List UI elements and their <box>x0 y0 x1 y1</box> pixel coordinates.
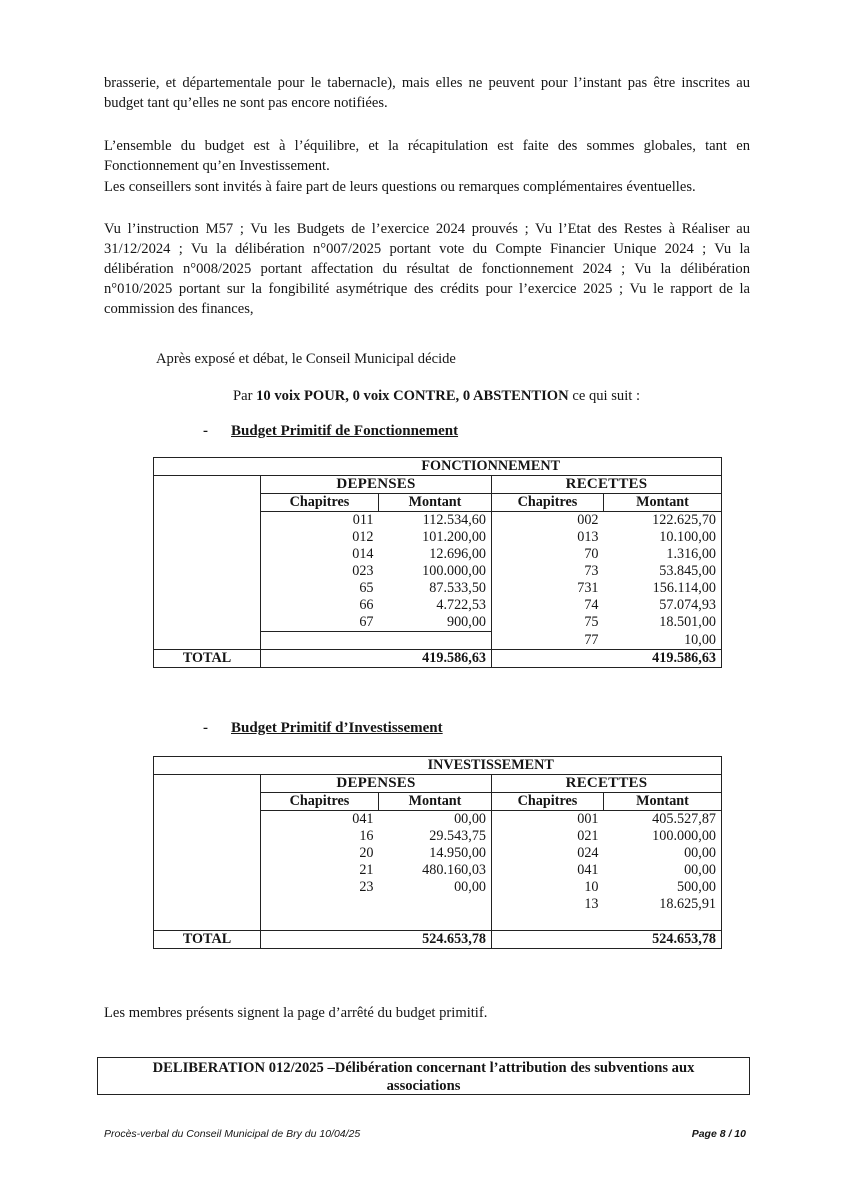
table-row <box>154 529 722 546</box>
recette-montant: 57.074,93 <box>604 597 722 614</box>
recette-montant: 122.625,70 <box>604 512 722 530</box>
depense-chapitre <box>261 896 379 913</box>
vote-prefix: Par <box>233 388 257 404</box>
recette-chapitre: 75 <box>492 614 604 632</box>
depense-chapitre: 21 <box>261 862 379 879</box>
recette-montant: 1.316,00 <box>604 546 722 563</box>
recette-chapitre: 73 <box>492 563 604 580</box>
depense-montant <box>379 913 492 931</box>
table-title: INVESTISSEMENT <box>261 757 722 775</box>
recette-montant: 156.114,00 <box>604 580 722 597</box>
decision-intro: Après exposé et débat, le Conseil Municipal décide <box>156 351 456 367</box>
recette-montant: 00,00 <box>604 845 722 862</box>
table-row <box>154 632 722 650</box>
depense-chapitre: 23 <box>261 879 379 896</box>
total-depenses: 524.653,78 <box>261 931 492 949</box>
section-title: Budget Primitif d’Investissement <box>231 720 443 736</box>
recette-chapitre: 021 <box>492 828 604 845</box>
depenses-header: DEPENSES <box>261 476 492 494</box>
total-row <box>154 931 722 949</box>
recette-montant: 18.625,91 <box>604 896 722 913</box>
table-row <box>154 512 722 530</box>
column-header-chapitres: Chapitres <box>492 793 604 811</box>
table-row <box>154 862 722 879</box>
investissement-table <box>153 756 722 949</box>
depense-montant: 14.950,00 <box>429 845 486 861</box>
fonctionnement-table <box>153 457 722 668</box>
depense-chapitre <box>261 913 379 931</box>
recette-chapitre: 731 <box>492 580 604 597</box>
column-header-chapitres: Chapitres <box>261 793 379 811</box>
column-header-montant: Montant <box>604 793 722 811</box>
column-header-montant: Montant <box>604 494 722 512</box>
empty-cell <box>154 862 261 879</box>
empty-cell <box>154 879 261 896</box>
footer-page-number: Page 8 / 10 <box>691 1128 746 1140</box>
empty-cell <box>154 913 261 931</box>
table-row <box>154 879 722 896</box>
recettes-header: RECETTES <box>492 476 722 494</box>
empty-cell <box>154 512 261 530</box>
depense-chapitre <box>261 632 379 650</box>
recette-chapitre <box>492 913 604 931</box>
depense-chapitre: 023 <box>261 563 379 580</box>
recettes-header: RECETTES <box>492 775 722 793</box>
depense-chapitre: 014 <box>261 546 379 563</box>
vote-counts: 10 voix POUR, 0 voix CONTRE, 0 ABSTENTION <box>256 388 569 404</box>
depense-montant: 100.000,00 <box>422 563 486 579</box>
legal-references: Vu l’instruction M57 ; Vu les Budgets de l’exercice 2024 prouvés ; Vu l’Etat des Restes à Réaliser au 31/12/2024 ; Vu la délibération n°007/2025 portant vote du Compte Financier Unique 2024 ; Vu la délibération n°008/2025 portant affectation du résultat de fonctionnement 2024 ; Vu la délibération n°010/2025 portant sur la fongibilité asymétrique des crédits pour l’exercice 2025 ; Vu le rapport de la commission des finances, <box>104 221 750 317</box>
recette-chapitre: 041 <box>492 862 604 879</box>
empty-cell <box>154 476 261 494</box>
total-label: TOTAL <box>154 931 261 949</box>
recette-chapitre: 77 <box>492 632 604 650</box>
recette-montant: 500,00 <box>604 879 722 896</box>
empty-cell <box>154 563 261 580</box>
recette-chapitre: 001 <box>492 811 604 829</box>
depense-montant: 00,00 <box>454 811 486 827</box>
table-row <box>154 828 722 845</box>
depense-montant: 87.533,50 <box>429 580 486 596</box>
empty-cell <box>154 757 261 775</box>
bullet-dash: - <box>203 720 208 736</box>
empty-cell <box>154 529 261 546</box>
intro-paragraph-3: Les conseillers sont invités à faire part de leurs questions ou remarques complémentaires éventuelles. <box>104 179 696 195</box>
table-row <box>154 811 722 829</box>
column-header-montant: Montant <box>379 793 492 811</box>
depense-montant: 4.722,53 <box>436 597 486 613</box>
intro-paragraph-2: L’ensemble du budget est à l’équilibre, et la récapitulation est faite des sommes globales, tant en Fonctionnement qu’en Investissement. <box>104 138 750 174</box>
recette-montant: 00,00 <box>604 862 722 879</box>
depense-montant <box>379 896 492 913</box>
column-header-chapitres: Chapitres <box>492 494 604 512</box>
section-title: Budget Primitif de Fonctionnement <box>231 423 459 439</box>
vote-result <box>233 386 753 406</box>
recette-montant: 18.501,00 <box>604 614 722 632</box>
table-row <box>154 597 722 614</box>
recette-chapitre: 74 <box>492 597 604 614</box>
table-row <box>154 580 722 597</box>
depense-chapitre: 012 <box>261 529 379 546</box>
total-row <box>154 650 722 668</box>
vote-suffix: ce qui suit : <box>568 388 641 404</box>
recette-chapitre: 10 <box>492 879 604 896</box>
depense-montant: 101.200,00 <box>422 529 486 545</box>
recette-chapitre: 013 <box>492 529 604 546</box>
table-row <box>154 614 722 632</box>
depense-montant: 112.534,60 <box>422 512 486 528</box>
depense-montant <box>379 632 492 650</box>
bullet-dash: - <box>203 423 208 439</box>
empty-cell <box>154 546 261 563</box>
recette-chapitre: 70 <box>492 546 604 563</box>
recette-montant: 10,00 <box>604 632 722 650</box>
deliberation-heading-box <box>97 1057 750 1095</box>
empty-cell <box>154 793 261 811</box>
empty-cell <box>154 494 261 512</box>
depense-chapitre: 66 <box>261 597 379 614</box>
empty-cell <box>154 845 261 862</box>
depense-chapitre: 67 <box>261 614 379 632</box>
intro-paragraph-1: brasserie, et départementale pour le tabernacle), mais elles ne peuvent pour l’instant pas être inscrites au budget tant qu’elles ne sont pas encore notifiées. <box>104 75 750 111</box>
depense-montant: 900,00 <box>446 614 486 630</box>
empty-cell <box>154 896 261 913</box>
total-recettes: 524.653,78 <box>492 931 722 949</box>
recette-chapitre: 002 <box>492 512 604 530</box>
deliberation-title-line-1: DELIBERATION 012/2025 –Délibération concernant l’attribution des subventions aux <box>152 1060 695 1076</box>
depense-montant: 29.543,75 <box>429 828 486 844</box>
signature-note: Les membres présents signent la page d’arrêté du budget primitif. <box>104 1005 488 1021</box>
footer-document-title: Procès-verbal du Conseil Municipal de Bry du 10/04/25 <box>104 1128 361 1140</box>
column-header-chapitres: Chapitres <box>261 494 379 512</box>
depense-montant: 12.696,00 <box>429 546 486 562</box>
table-row <box>154 546 722 563</box>
recette-montant: 53.845,00 <box>604 563 722 580</box>
total-depenses: 419.586,63 <box>261 650 492 668</box>
table-title: FONCTIONNEMENT <box>261 458 722 476</box>
empty-cell <box>154 632 261 650</box>
empty-cell <box>154 828 261 845</box>
empty-cell <box>154 597 261 614</box>
empty-cell <box>154 458 261 476</box>
depense-chapitre: 20 <box>261 845 379 862</box>
column-header-montant: Montant <box>379 494 492 512</box>
recette-montant: 10.100,00 <box>604 529 722 546</box>
recette-chapitre: 13 <box>492 896 604 913</box>
depense-montant: 00,00 <box>454 879 486 895</box>
depense-chapitre: 041 <box>261 811 379 829</box>
depense-chapitre: 65 <box>261 580 379 597</box>
recette-montant: 100.000,00 <box>604 828 722 845</box>
total-recettes: 419.586,63 <box>492 650 722 668</box>
recette-montant: 405.527,87 <box>604 811 722 829</box>
table-row <box>154 845 722 862</box>
depense-chapitre: 011 <box>261 512 379 530</box>
table-row <box>154 563 722 580</box>
recette-chapitre: 024 <box>492 845 604 862</box>
table-row <box>154 913 722 931</box>
total-label: TOTAL <box>154 650 261 668</box>
empty-cell <box>154 614 261 632</box>
depense-montant: 480.160,03 <box>422 862 486 878</box>
depenses-header: DEPENSES <box>261 775 492 793</box>
depense-chapitre: 16 <box>261 828 379 845</box>
recette-montant <box>604 913 722 931</box>
empty-cell <box>154 775 261 793</box>
deliberation-title-line-2: associations <box>386 1078 461 1094</box>
table-row <box>154 896 722 913</box>
empty-cell <box>154 580 261 597</box>
empty-cell <box>154 811 261 829</box>
